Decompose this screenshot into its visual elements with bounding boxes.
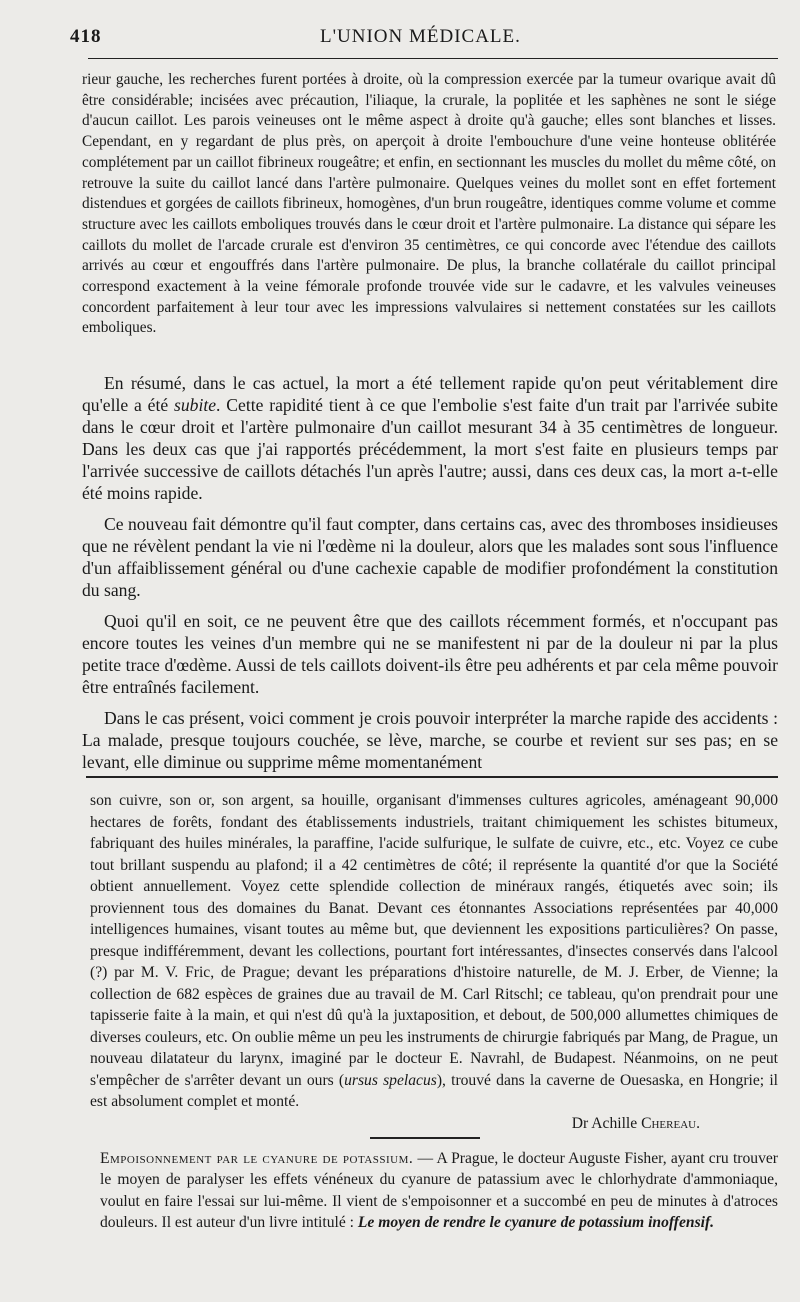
feuilleton-text-part-a: son cuivre, son or, son argent, sa houille, organisant d'immenses cultures agricoles, aménageant 90,000 hectares de forêts, fondant des établissements industriels, traitant chimiquement les schistes bitumeux, fabriquant des huiles minérales, la paraffine, l'acide sulfurique, le sulfate de cuivre, etc., etc. Voyez ce cube tout brillant suspendu au plafond; il a 42 centimètres de côté; il représente la quantité d'or que la Société obtient annuellement. Voyez cette splendide collection de minéraux rangés, étiquetés avec soin; ils proviennent tous des domaines du Banat. Devant ces étonnantes Associations représentées par 40,000 intelligences humaines, visant toutes au même but, que deviennent les expositions particulières? On passe, presque indifféremment, devant les collections, pourtant fort intéressantes, d'insectes conservés dans l'alcool (?) par M. V. Fric, de Prague; devant les préparations d'histoire naturelle, de M. J. Erber, de Vienne; la collection de 682 espèces de graines due au travail de M. Carl Ritschl; ce tableau, qu'on prendrait pour une tapisserie faite à la main, et qui n'est dû qu'à la juxtaposition, et debout, de 500,000 allumettes chimiques de diverses couleurs, etc. On oublie même un peu les instruments de chirurgie fabriqués par Mang, de Prague, un nouveau dilatateur du larynx, imaginé par le docteur E. Navrahl, de Budapest. Néanmoins, on ne peut s'empêcher de s'arrêter devant un ours (	[90, 792, 778, 1089]
section-separator	[370, 1137, 480, 1139]
paragraph-thromboses: Ce nouveau fait démontre qu'il faut compter, dans certains cas, avec des thromboses insidieuses que ne révèlent pendant la vie ni l'œdème ni la douleur, alors que les malades sont sous l'influence d'un affaiblissement général ou d'une cachexie capable de modifier profondément la constitution du sang.	[82, 514, 778, 600]
feuilleton-text-part-b: ), trouvé dans la caverne de Ouesaska, en Hongrie; il est absolument complet et monté.	[90, 1071, 778, 1110]
paragraph-resume	[82, 372, 778, 504]
book-title: Le moyen de rendre le cyanure de potassium inoffensif.	[357, 1214, 715, 1232]
running-title: L'UNION MÉDICALE.	[320, 26, 521, 47]
news-item-text	[100, 1148, 778, 1234]
signature-prefix: Dr Achille	[571, 1115, 638, 1132]
header-rule	[88, 58, 778, 59]
upper-paragraph-text: rieur gauche, les recherches furent portées à droite, où la compression exercée par la tumeur ovarique avait dû être considérable; incisées avec précaution, l'iliaque, la crurale, la poplitée et les saphènes ne sont le siége d'aucun caillot. Les parois veineuses ont le même aspect à droite qu'à gauche; elles sont blanches et lisses. Cependant, en y regardant de plus près, on aperçoit à droite l'embouchure d'une veine honteuse oblitérée complétement par un caillot fibrineux rougeâtre; et enfin, en sectionnant les muscles du mollet du même côté, on retrouve la suite du caillot lancé dans l'artère pulmonaire. Quelques veines du mollet sont en effet fortement distendues et gorgées de caillots fibrineux, homogènes, d'un brun rougeâtre, identiques comme volume et comme structure avec les caillots emboliques trouvés dans le cœur droit et l'artère pulmonaire. La distance qui sépare les caillots du mollet de l'arcade crurale est d'environ 35 centimètres, ce qui concorde avec l'étendue des caillots arrivés au cœur et engouffrés dans l'artère pulmonaire. De plus, la branche collatérale du caillot principal correspond exactement à la veine fémorale profonde trouvée vide sur le cadavre, et les valvules veineuses concordent parfaitement à leur tour avec les impressions valvulaires si nettement constatées sur les caillots emboliques.	[82, 71, 776, 337]
author-signature	[572, 1115, 700, 1133]
main-text	[82, 372, 778, 773]
page-header	[70, 26, 780, 54]
footnote-rule	[86, 776, 778, 778]
feuilleton-emphasis: ursus spelacus	[344, 1071, 437, 1089]
news-item-heading: Empoisonnement par le cyanure de potassium.	[100, 1150, 414, 1167]
news-item-body: — A Prague, le docteur Auguste Fisher, ayant cru trouver le moyen de paralyser les effets vénéneux du cyanure de patassium avec le chlorhydrate d'ammoniaque, voulut en faire l'essai sur lui-même. Il vient de s'empoisonner et a succombé en peu de minutes à d'atroces douleurs. Il est auteur d'un livre intitulé :	[100, 1150, 778, 1232]
paragraph-resume-part-a: En résumé, dans le cas actuel, la mort a été tellement rapide qu'on peut véritablement dire qu'elle a été	[82, 373, 778, 415]
feuilleton-continuation	[90, 790, 778, 1113]
feuilleton-text	[90, 790, 778, 1113]
paragraph-resume-part-b: . Cette rapidité tient à ce que l'embolie s'est faite d'un trait par l'arrivée subite dans le cœur droit et l'artère pulmonaire d'un caillot mesurant 34 à 35 centimètres de longueur. Dans les deux cas que j'ai rapportés précédemment, la mort s'est faite en plusieurs temps par l'arrivée successive de caillots détachés l'un après l'autre; aussi, dans ces deux cas, la mort a-t-elle été moins rapide.	[82, 395, 778, 503]
upper-paragraph	[82, 70, 776, 339]
signature-name: Chereau.	[641, 1115, 700, 1132]
paragraph-caillots: Quoi qu'il en soit, ce ne peuvent être que des caillots récemment formés, et n'occupant pas encore toutes les veines d'un membre qui ne se manifestent ni par de la douleur ni par la plus petite trace d'œdème. Aussi de tels caillots doivent-ils être peu adhérents et par cela même pouvoir être entraînés facilement.	[82, 611, 778, 697]
news-item	[100, 1148, 778, 1234]
paragraph-cas-present: Dans le cas présent, voici comment je crois pouvoir interpréter la marche rapide des accidents : La malade, presque toujours couchée, se lève, marche, se courbe et revient sur ses pas; en se levant, elle diminue ou supprime même momentanément	[82, 708, 778, 772]
emphasis-subite: subite	[174, 395, 217, 415]
page-number: 418	[70, 26, 102, 47]
